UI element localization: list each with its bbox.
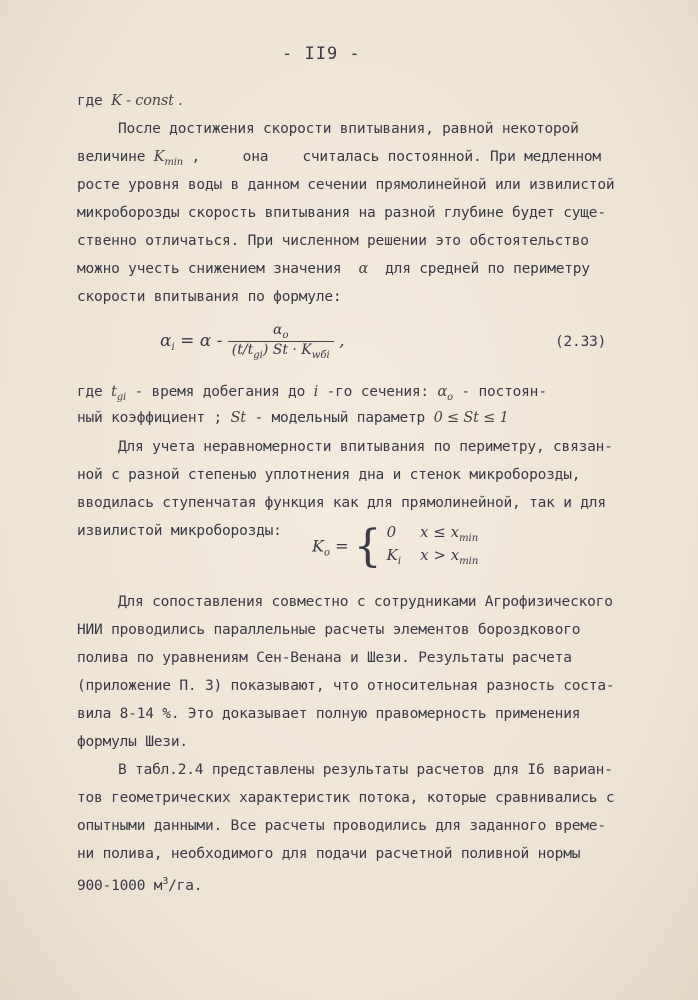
- text-line: росте уровня воды в данном сечении прямолинейной или извилистой: [77, 177, 615, 193]
- text-line: ственно отличаться. При численном решении это обстоятельство: [77, 233, 589, 249]
- text-line: полива по уравнениям Сен-Венана и Шези. Результаты расчета: [77, 650, 572, 666]
- equation-number: (2.33): [555, 334, 607, 350]
- text-line: Для сопоставления совместно с сотрудниками Агрофизического: [118, 594, 613, 610]
- text-line: ной с разной степенью уплотнения дна и стенок микроборозды,: [77, 467, 581, 483]
- text-line: извилистой микроборозды:: [77, 523, 282, 539]
- text-line: формулы Шези.: [77, 734, 188, 750]
- left-brace-icon: {: [353, 521, 382, 572]
- text-line: величине $K_{min}$ , она считалась постоянной. При медленном: [77, 149, 601, 168]
- text-line: опытными данными. Все расчеты проводились для заданного време-: [77, 818, 606, 834]
- text-line: В табл.2.4 представлены результаты расчетов для I6 вариан-: [118, 762, 613, 778]
- text-line: где $t_{gi}$ - время добегания до i -го сечения: $\alpha_o$ - постоян-: [77, 384, 547, 403]
- text-line: скорости впитывания по формуле:: [77, 289, 342, 305]
- text-line: где K - const .: [77, 93, 183, 109]
- text-line: ни полива, необходимого для подачи расчетной поливной нормы: [77, 846, 581, 862]
- text-line: вводилась ступенчатая функция как для прямолинейной, так и для: [77, 495, 606, 511]
- text-line: тов геометрических характеристик потока, которые сравнивались с: [77, 790, 615, 806]
- handwritten-constant: K - const .: [111, 93, 183, 109]
- formula-step-function: $K_o$ = { 0 $x \le x_{min}$ $K_i$ $x > x_{min}$: [312, 521, 479, 572]
- text-line: микроборозды скорость впитывания на разной глубине будет суще-: [77, 205, 606, 221]
- text-line: вила 8-14 %. Это доказывает полную правомерность применения: [77, 706, 581, 722]
- text-line: (приложение П. 3) показывают, что относительная разность соста-: [77, 678, 615, 694]
- text-line: После достижения скорости впитывания, равной некоторой: [118, 121, 579, 137]
- text-line: 900-1000 $м^3/га$.: [77, 876, 203, 894]
- text-line: Для учета неравномерности впитывания по периметру, связан-: [118, 439, 613, 455]
- text-line: ный коэффициент ; St - модельный параметр 0 ≤ St ≤ 1: [77, 410, 509, 426]
- formula-2-33: $\alpha_i = \alpha$ - $\frac{\alpha_o}{(t/t_{gi}) St \cdot K_{wбi}}$ ,: [160, 322, 345, 361]
- fraction: $\frac{\alpha_o}{(t/t_{gi}) St \cdot K_{wбi}}$: [228, 322, 334, 361]
- page-number: - II9 -: [282, 44, 361, 64]
- text-line: можно учесть снижением значения α для средней по периметру: [77, 261, 590, 277]
- text-line: НИИ проводились параллельные расчеты элементов бороздкового: [77, 622, 581, 638]
